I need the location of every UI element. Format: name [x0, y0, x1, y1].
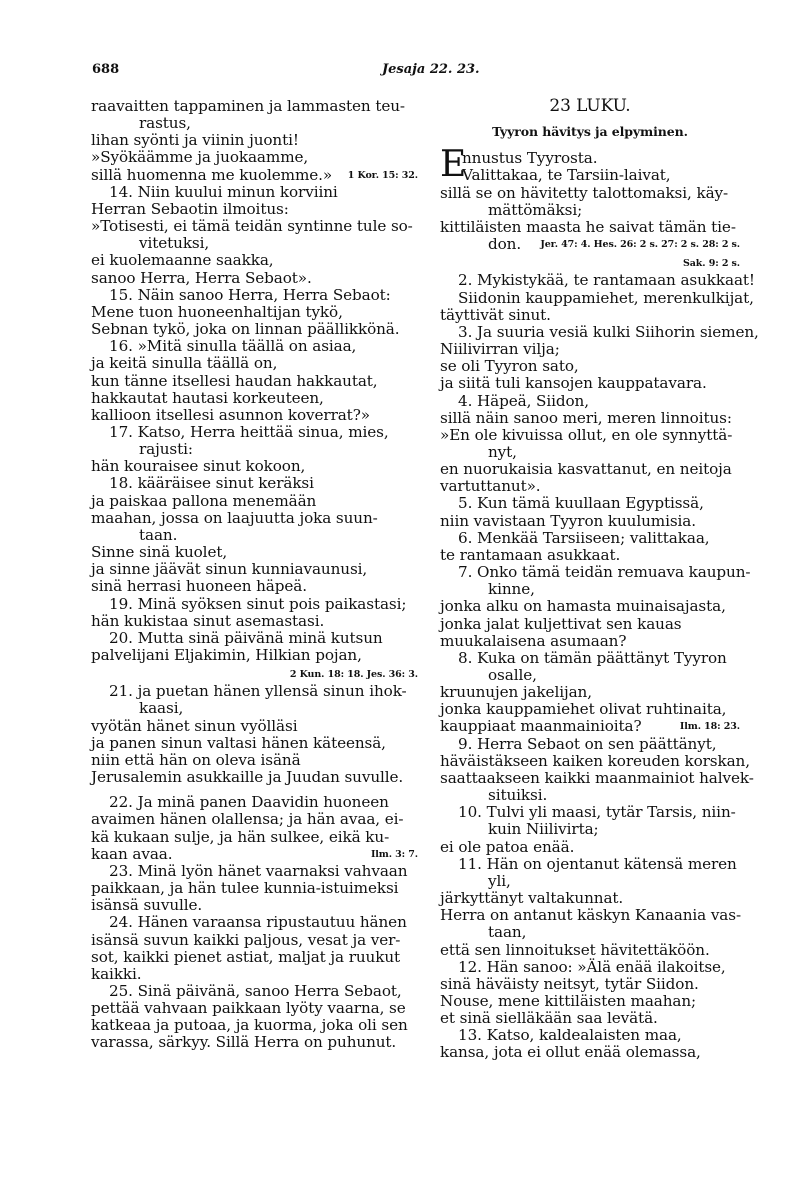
- text-line: 16. »Mitä sinulla täällä on asiaa,: [109, 337, 357, 356]
- text-line: »En ole kivuissa ollut, en ole synnyttä-: [440, 425, 733, 444]
- text-line: kä kukaan sulje, ja hän sulkee, eikä ku-: [91, 827, 390, 846]
- text-line: Valittakaa, te Tarsiin-laivat,: [462, 166, 671, 185]
- text-line: 10. Tulvi yli maasi, tytär Tarsis, niin-: [458, 803, 736, 822]
- text-line: ja panen sinun valtasi hänen käteensä,: [91, 733, 386, 752]
- text-line: sillä se on hävitetty talottomaksi, käy-: [440, 183, 729, 202]
- text-line: se oli Tyyron sato,: [440, 357, 579, 376]
- text-line: 5. Kun tämä kuullaan Egyptissä,: [458, 494, 704, 513]
- text-line: 15. Näin sanoo Herra, Herra Sebaot:: [109, 285, 391, 304]
- text-line: palvelijani Eljakimin, Hilkian pojan,: [91, 646, 362, 664]
- cross-reference: Sak. 9: 2 s.: [682, 258, 740, 270]
- text-line: 13. Katso, kaldealaisten maa,: [458, 1026, 682, 1045]
- text-line: täyttivät sinut.: [440, 305, 551, 324]
- text-line: taan.: [139, 525, 178, 544]
- text-line: 7. Onko tämä teidän remuava kaupun-: [458, 563, 751, 582]
- text-line: maahan, jossa on laajuutta joka suun-: [91, 508, 378, 527]
- text-line: 6. Menkää Tarsiiseen; valittakaa,: [458, 528, 710, 547]
- text-line: Herran Sebaotin ilmoitus:: [91, 199, 289, 218]
- text-line: kun tänne itsellesi haudan hakkautat,: [91, 371, 378, 390]
- text-line: kallioon itsellesi asunnon koverrat?»: [91, 405, 370, 424]
- text-line: ja sinne jäävät sinun kunniavaunusi,: [91, 560, 368, 579]
- text-line: 20. Mutta sinä päivänä minä kutsun: [109, 628, 383, 647]
- text-line: Niilivirran vilja;: [440, 340, 560, 359]
- text-line: kaasi,: [139, 699, 184, 718]
- text-line: sanoo Herra, Herra Sebaot».: [91, 268, 312, 287]
- text-line: ei ole patoa enää.: [440, 837, 575, 856]
- text-line: nyt,: [488, 442, 517, 461]
- text-line: ja keitä sinulla täällä on,: [91, 354, 278, 373]
- cross-reference: Ilm. 18: 23.: [679, 721, 740, 733]
- text-line: Jerusalemin asukkaille ja Juudan suvulle.: [91, 768, 404, 787]
- text-line: 3. Ja suuria vesiä kulki Siihorin siemen,: [458, 322, 759, 341]
- text-line: 23. Minä lyön hänet vaarnaksi vahvaan: [109, 861, 408, 880]
- text-line: 2. Mykistykää, te rantamaan asukkaat!: [458, 271, 755, 290]
- text-line: en nuorukaisia kasvattanut, en neitoja: [440, 460, 732, 479]
- text-line: raavaitten tappaminen ja lammasten teu-: [91, 97, 405, 115]
- text-line: Sinne sinä kuolet,: [91, 543, 228, 562]
- text-line: varassa, särkyy. Sillä Herra on puhunut.: [91, 1033, 397, 1052]
- text-line: Nouse, mene kittiläisten maahan;: [440, 991, 697, 1010]
- chapter-title: 23 LUKU.: [549, 96, 631, 116]
- text-line: 19. Minä syöksen sinut pois paikastasi;: [109, 594, 407, 613]
- running-title: Jesaja 22. 23.: [382, 62, 480, 77]
- line-text: kaan avaa.: [91, 844, 173, 863]
- text-line: jonka kauppamiehet olivat ruhtinaita,: [440, 700, 727, 719]
- text-line: sinä häväisty neitsyt, tytär Siidon.: [440, 974, 699, 993]
- text-line: ei kuolemaanne saakka,: [91, 251, 274, 270]
- page-number: 688: [92, 62, 120, 77]
- text-line: nnustus Tyyrosta.: [462, 149, 598, 168]
- text-line: 9. Herra Sebaot on sen päättänyt,: [458, 734, 717, 753]
- text-line: rajusti:: [139, 440, 193, 459]
- text-line: osalle,: [488, 666, 537, 684]
- cross-reference: 1 Kor. 15: 32.: [347, 169, 418, 181]
- text-line: situiksi.: [488, 786, 548, 805]
- text-line: katkeaa ja putoaa, ja kuorma, joka oli sen: [91, 1016, 408, 1035]
- text-line: »Syökäämme ja juokaamme,: [91, 148, 309, 167]
- text-line: mättömäksi;: [488, 200, 583, 219]
- text-line: kinne,: [488, 580, 535, 599]
- text-line: sinä herrasi huoneen häpeä.: [91, 577, 307, 596]
- drop-cap: E: [440, 144, 467, 186]
- text-line: vartuttanut».: [440, 477, 541, 496]
- line-text: kauppiaat maanmainioita?: [440, 717, 642, 736]
- cross-reference-line: [91, 664, 418, 683]
- text-line: häväistäkseen kaiken koreuden korskan,: [440, 751, 750, 770]
- text-line: 25. Sinä päivänä, sanoo Herra Sebaot,: [109, 981, 402, 1000]
- text-line: kaikki.: [91, 964, 142, 983]
- line-text: sillä huomenna me kuolemme.»: [91, 165, 333, 184]
- text-line: 22. Ja minä panen Daavidin huoneen: [109, 793, 389, 812]
- text-line: kittiläisten maasta he saivat tämän tie-: [440, 217, 736, 236]
- text-line: et sinä sielläkään saa levätä.: [440, 1009, 658, 1028]
- text-line: Herra on antanut käskyn Kanaania vas-: [440, 906, 741, 925]
- text-line: sillä näin sanoo meri, meren linnoitus:: [440, 408, 732, 427]
- text-line: kruunujen jakelijan,: [440, 683, 592, 702]
- drop-cap-lines: [462, 150, 671, 184]
- text-line: paikkaan, ja hän tulee kunnia-istuimeksi: [91, 879, 399, 898]
- cross-reference: Ilm. 3: 7.: [370, 848, 418, 860]
- text-line: 12. Hän sanoo: »Älä enää ilakoitse,: [458, 957, 726, 976]
- text-line: 11. Hän on ojentanut kätensä meren: [458, 854, 737, 873]
- text-line: 18. kääräisee sinut keräksi: [109, 474, 314, 493]
- text-line: Mene tuon huoneenhaltijan tykö,: [91, 302, 343, 321]
- text-line: hän kouraisee sinut kokoon,: [91, 457, 306, 476]
- text-line: 14. Niin kuului minun korviini: [109, 182, 338, 201]
- text-line: hän kukistaa sinut asemastasi.: [91, 611, 325, 630]
- text-line: te rantamaan asukkaat.: [440, 545, 621, 564]
- text-line: ja siitä tuli kansojen kauppatavara.: [440, 374, 707, 393]
- text-line: vyötän hänet sinun vyölläsi: [91, 716, 298, 735]
- text-line: 17. Katso, Herra heittää sinua, mies,: [109, 422, 389, 441]
- text-line: vitetuksi,: [139, 234, 210, 253]
- chapter-opening: [440, 144, 740, 186]
- text-line: sot, kaikki pienet astiat, maljat ja ruukut: [91, 947, 401, 966]
- text-line: [91, 846, 418, 863]
- text-line: saattaakseen kaikki maanmainiot halvek-: [440, 768, 754, 787]
- text-line: jonka alku on hamasta muinaisajasta,: [440, 597, 726, 616]
- text-line: isänsä suvun kaikki paljous, vesat ja ver-: [91, 930, 401, 949]
- line-text: don.: [488, 235, 522, 254]
- text-line: rastus,: [139, 114, 191, 133]
- text-line: niin vavistaan Tyyron kuulumisia.: [440, 511, 696, 530]
- text-line: »Totisesti, ei tämä teidän syntinne tule so-: [91, 217, 413, 236]
- text-line: 21. ja puetan hänen yllensä sinun ihok-: [109, 682, 407, 701]
- text-line: hakkautat hautasi korkeuteen,: [91, 388, 324, 407]
- text-line: Siidonin kauppamiehet, merenkulkijat,: [458, 288, 754, 307]
- chapter-heading: Tyyron hävitys ja elpyminen.: [492, 124, 688, 140]
- text-line: isänsä suvulle.: [91, 896, 203, 915]
- text-line: jonka jalat kuljettivat sen kauas: [440, 614, 682, 633]
- text-line: kansa, jota ei ollut enää olemassa,: [440, 1043, 701, 1062]
- cross-reference-line: [440, 253, 740, 272]
- text-line: Sebnan tykö, joka on linnan päällikkönä.: [91, 320, 400, 339]
- text-line: järkyttänyt valtakunnat.: [440, 889, 624, 908]
- text-line: pettää vahvaan paikkaan lyöty vaarna, se: [91, 999, 406, 1018]
- text-line: 24. Hänen varaansa ripustautuu hänen: [109, 913, 407, 932]
- text-line: taan,: [488, 923, 527, 942]
- text-line: muukalaisena asumaan?: [440, 631, 627, 650]
- text-line: että sen linnoitukset hävitettäköön.: [440, 940, 710, 959]
- cross-reference: Jer. 47: 4. Hes. 26: 2 s. 27: 2 s. 28: 2 s.: [540, 239, 740, 251]
- text-line: yli,: [488, 871, 511, 890]
- right-lines: [440, 183, 759, 1062]
- text-line: [440, 718, 740, 735]
- text-line: [440, 236, 740, 253]
- text-line: ja paiskaa pallona menemään: [91, 491, 317, 510]
- text-line: 4. Häpeä, Siidon,: [458, 391, 589, 410]
- right-column: [440, 96, 759, 1062]
- cross-reference: 2 Kun. 18: 18. Jes. 36: 3.: [289, 669, 418, 681]
- text-line: avaimen hänen olallensa; ja hän avaa, ei-: [91, 810, 404, 829]
- text-line: niin että hän on oleva isänä: [91, 750, 301, 769]
- text-line: lihan syönti ja viinin juonti!: [91, 131, 299, 150]
- text-line: 8. Kuka on tämän päättänyt Tyyron: [458, 648, 727, 667]
- text-line: kuin Niilivirta;: [488, 820, 599, 839]
- left-column: [91, 98, 418, 1052]
- text-line: [91, 167, 418, 184]
